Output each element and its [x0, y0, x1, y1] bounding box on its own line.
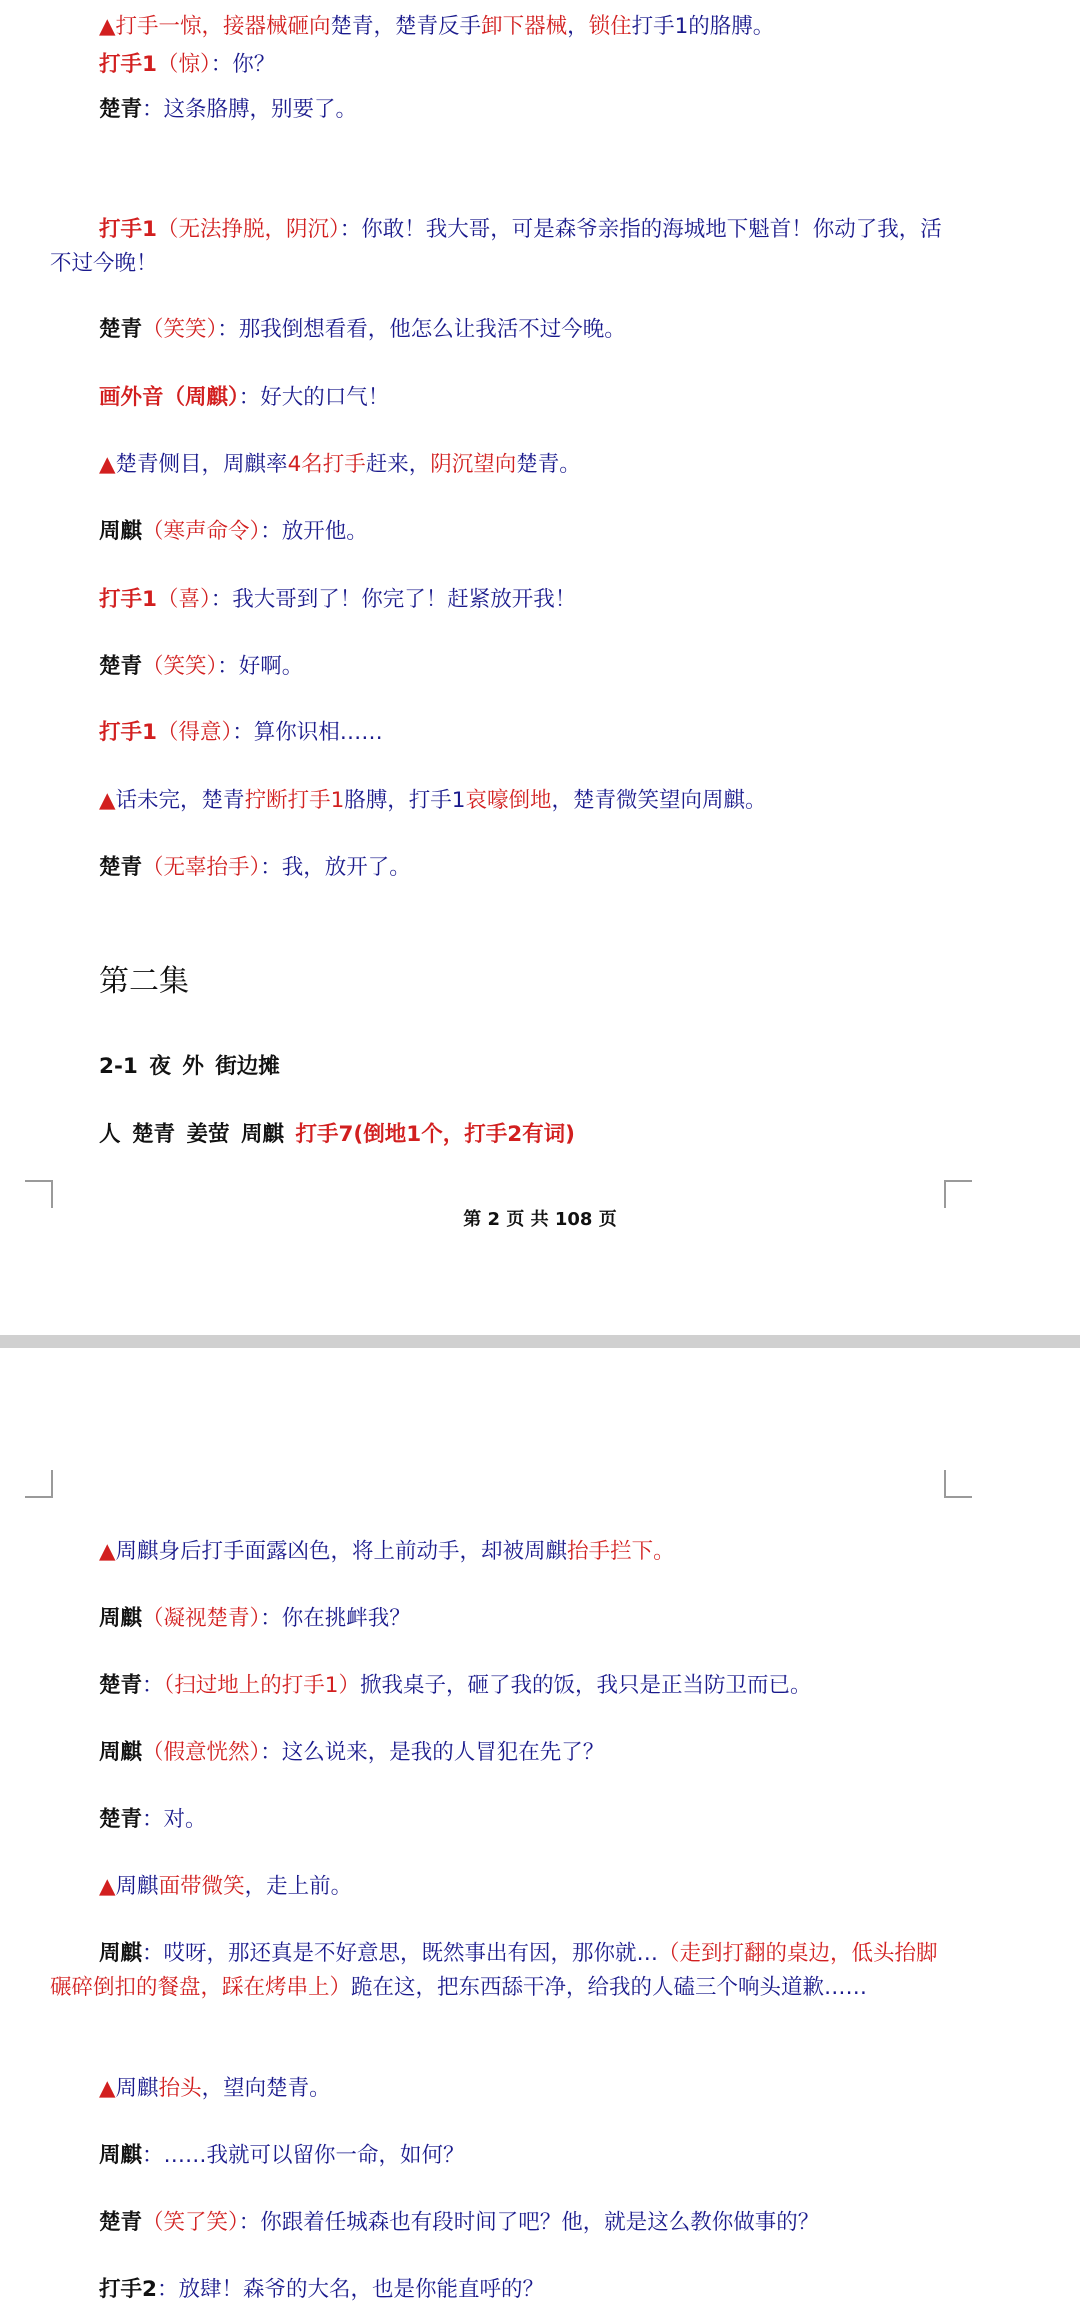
dialogue-text: 楚青，楚青反手 — [330, 14, 482, 39]
stage-direction: ▲ — [99, 1874, 116, 1899]
dialogue-text: ，楚青微笑望向周麒。 — [551, 788, 767, 813]
speaker-name: 周麒 — [99, 1941, 143, 1966]
script-line — [50, 583, 1080, 617]
script-line — [50, 2139, 1080, 2173]
dialogue-text: ：我大哥到了！你完了！赶紧放开我！ — [210, 587, 577, 612]
script-line — [50, 2206, 1080, 2240]
stage-direction: （笑笑） — [142, 317, 218, 342]
stage-direction: 面带微笑 — [158, 1874, 245, 1899]
speaker-name: 周麒 — [99, 1740, 143, 1765]
script-line — [50, 1535, 1080, 1569]
dialogue-text: 掀我桌子，砸了我的饭，我只是正当防卫而已。 — [359, 1673, 812, 1698]
speaker-name: 画外音（周麒） — [99, 385, 239, 410]
stage-direction: （笑了笑） — [142, 2210, 239, 2235]
speaker-name: 周麒 — [99, 519, 143, 544]
dialogue-text: 话未完，楚青 — [115, 788, 245, 813]
dialogue-text: ：你？ — [210, 52, 276, 77]
script-paragraph — [50, 1937, 950, 2005]
stage-direction: （扫过地上的打手1） — [163, 1673, 360, 1698]
stage-direction: ▲ — [99, 452, 116, 477]
dialogue-text: ， — [567, 14, 589, 39]
stage-direction: （寒声命令） — [142, 519, 261, 544]
dialogue-text: ：好啊。 — [217, 654, 304, 679]
speaker-name: 打手1 — [99, 720, 157, 745]
stage-direction: ▲ — [99, 788, 116, 813]
script-line — [50, 650, 1080, 684]
script-paragraph — [50, 213, 950, 281]
speaker-name: 楚青 — [99, 654, 143, 679]
script-line — [50, 1870, 1080, 1904]
speaker-name: 楚青 — [99, 97, 143, 122]
dialogue-text: 跪在这，把东西舔干净，给我的人磕三个响头道歉…… — [351, 1975, 868, 2000]
document-page-3 — [0, 1348, 1080, 2321]
stage-direction: 抬头 — [158, 2076, 202, 2101]
speaker-name: 楚青 — [99, 1807, 143, 1832]
stage-direction: ▲打手一惊，接器械砸向 — [99, 14, 331, 39]
speaker-name: 打手1 — [99, 52, 157, 77]
script-line — [50, 448, 1080, 482]
crop-mark — [944, 1470, 972, 1498]
dialogue-text: ，望向楚青。 — [201, 2076, 331, 2101]
dialogue-text: ：你敢！我大哥，可是森爷亲指的海城地下魁首！你动了我，活不过今晚！ — [50, 217, 942, 276]
stage-direction: （假意恍然） — [142, 1740, 261, 1765]
dialogue-text: ：我，放开了。 — [260, 855, 411, 880]
script-line — [50, 1803, 1080, 1837]
dialogue-text: ：这条胳膊，别要了。 — [142, 97, 358, 122]
speaker-name: 楚青 — [99, 2210, 143, 2235]
dialogue-text: ：放开他。 — [260, 519, 368, 544]
dialogue-text: ：哎呀，那还真是不好意思，既然事出有因，那你就… — [142, 1941, 659, 1966]
cast-list — [99, 1118, 575, 1152]
crop-mark — [944, 1180, 972, 1208]
script-line — [50, 2072, 1080, 2106]
script-line — [50, 93, 1080, 127]
dialogue-text: ：这么说来，是我的人冒犯在先了？ — [260, 1740, 605, 1765]
speaker-name: 楚青 — [99, 855, 143, 880]
speaker-name: 楚青 — [99, 1673, 143, 1698]
stage-direction: 卸下器械 — [481, 14, 568, 39]
dialogue-text: 周麒身后打手面露凶色，将上前动手，却被周麒 — [115, 1539, 568, 1564]
stage-direction: ▲ — [99, 2076, 116, 2101]
dialogue-text: 赶来， — [365, 452, 431, 477]
dialogue-text: 胳膊，打手1 — [344, 788, 466, 813]
dialogue-text: ：算你识相…… — [232, 720, 383, 745]
speaker-name: 周麒 — [99, 1606, 143, 1631]
script-line — [50, 48, 1080, 82]
dialogue-text: ：那我倒想看看，他怎么让我活不过今晚。 — [217, 317, 626, 342]
dialogue-text: 周麒 — [115, 1874, 159, 1899]
dialogue-text: ：你在挑衅我？ — [260, 1606, 411, 1631]
dialogue-text: 周麒 — [115, 2076, 159, 2101]
cast-extras: 打手7(倒地1个，打手2有词) — [295, 1122, 576, 1147]
dialogue-text: ：放肆！森爷的大名，也是你能直呼的？ — [156, 2277, 544, 2302]
episode-title: 第二集 — [99, 964, 189, 999]
dialogue-text: ：你跟着任城森也有段时间了吧？他，就是这么教你做事的？ — [238, 2210, 820, 2235]
script-line — [50, 784, 1080, 818]
stage-direction: （得意） — [156, 720, 233, 745]
speaker-name: 打手1 — [99, 587, 157, 612]
dialogue-text: ，走上前。 — [244, 1874, 353, 1899]
speaker-name: 周麒 — [99, 2143, 143, 2168]
stage-direction: 哀嚎倒地 — [465, 788, 552, 813]
stage-direction: 拧断打手1 — [244, 788, 345, 813]
crop-mark — [25, 1180, 53, 1208]
script-line — [50, 851, 1080, 885]
dialogue-text: 楚青。 — [516, 452, 581, 477]
speaker-name: 打手2 — [99, 2277, 157, 2302]
stage-direction: 抬手拦下。 — [567, 1539, 675, 1564]
dialogue-text: ：好大的口气！ — [238, 385, 390, 410]
dialogue-text: ：……我就可以留你一命，如何？ — [142, 2143, 465, 2168]
script-line — [50, 313, 1080, 347]
stage-direction: （凝视楚青） — [142, 1606, 261, 1631]
dialogue-text: 打手1的胳膊。 — [631, 14, 775, 39]
script-line — [50, 1736, 1080, 1770]
dialogue-text: ： — [142, 1673, 164, 1698]
stage-direction: 4名打手 — [287, 452, 366, 477]
stage-direction: 阴沉望向 — [430, 452, 517, 477]
script-line — [50, 381, 1080, 415]
dialogue-text: 楚青侧目，周麒率 — [115, 452, 288, 477]
stage-direction: （惊） — [156, 52, 211, 77]
stage-direction: （走到打翻的桌边，低头抬脚碾碎倒扣的餐盘，踩在烤串上） — [50, 1941, 938, 2000]
scene-heading: 2-1 夜 外 街边摊 — [99, 1054, 280, 1079]
script-line — [50, 716, 1080, 750]
dialogue-text: ：对。 — [142, 1807, 207, 1832]
stage-direction: （笑笑） — [142, 654, 218, 679]
stage-direction: ▲ — [99, 1539, 116, 1564]
script-line — [50, 1602, 1080, 1636]
script-line — [50, 1669, 1080, 1703]
stage-direction: （无辜抬手） — [142, 855, 261, 880]
stage-direction: （喜） — [156, 587, 211, 612]
speaker-name: 打手1 — [99, 217, 157, 242]
script-line — [50, 10, 1080, 44]
stage-direction: 锁住 — [588, 14, 632, 39]
cast-names: 人 楚青 姜萤 周麒 — [99, 1122, 284, 1147]
script-line — [50, 515, 1080, 549]
page-number: 第 2 页 共 108 页 — [463, 1209, 617, 1230]
page-separator — [0, 1335, 1080, 1348]
script-line — [50, 2273, 1080, 2307]
stage-direction: （无法挣脱，阴沉） — [156, 217, 340, 242]
speaker-name: 楚青 — [99, 317, 143, 342]
crop-mark — [25, 1470, 53, 1498]
